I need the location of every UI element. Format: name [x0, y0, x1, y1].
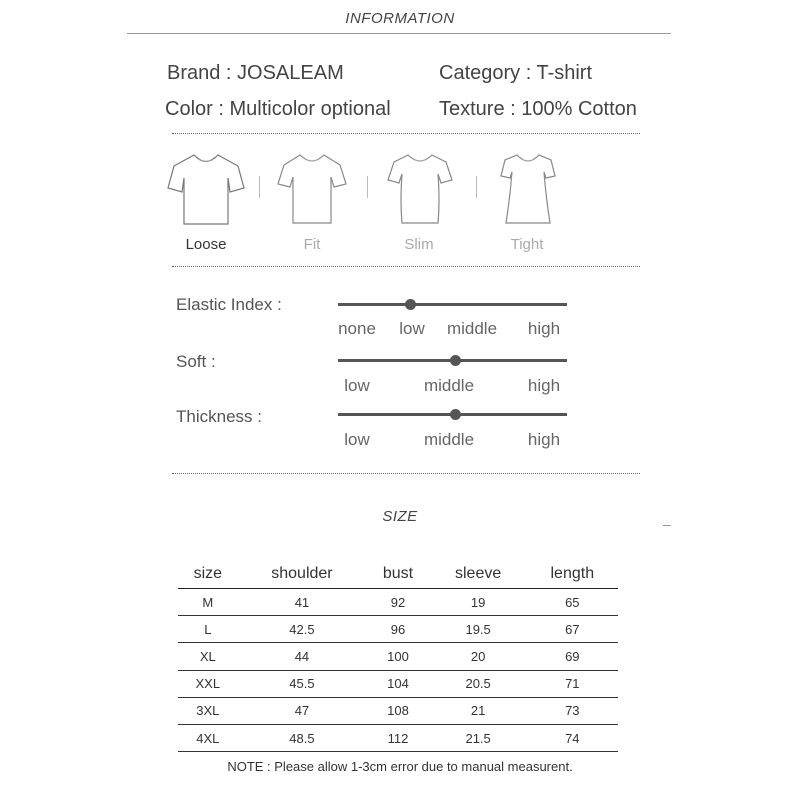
- cell-length: 74: [527, 724, 618, 751]
- color-text: Color : Multicolor optional: [165, 98, 391, 120]
- thickness-tick-low: low: [344, 430, 370, 449]
- cell-size: M: [178, 589, 238, 616]
- cell-size: XL: [178, 643, 238, 670]
- column-size: size: [178, 560, 238, 589]
- header-divider: [127, 33, 671, 34]
- fit-separator-2: [367, 176, 368, 198]
- table-row: [178, 670, 618, 697]
- tight-tshirt-icon: [488, 150, 568, 230]
- thickness-tick-high: high: [527, 430, 561, 449]
- cell-size: 4XL: [178, 724, 238, 751]
- cell-length: 65: [527, 589, 618, 616]
- table-row: [178, 643, 618, 670]
- information-title: INFORMATION: [345, 10, 455, 27]
- cell-bust: 104: [366, 670, 429, 697]
- table-row: [178, 616, 618, 643]
- cell-shoulder: 48.5: [238, 724, 367, 751]
- size-dash: [663, 525, 671, 526]
- cell-sleeve: 21.5: [430, 724, 527, 751]
- fit-option-loose: Loose: [185, 236, 227, 253]
- cell-bust: 108: [366, 697, 429, 724]
- size-table: [178, 560, 618, 752]
- table-row: [178, 697, 618, 724]
- elastic-tick-high: high: [527, 319, 561, 338]
- elastic-tick-middle: middle: [446, 319, 498, 338]
- cell-sleeve: 21: [430, 697, 527, 724]
- soft-marker: [450, 355, 461, 366]
- category-text: Category : T-shirt: [439, 62, 593, 84]
- fit-divider: [172, 266, 640, 267]
- cell-sleeve: 20.5: [430, 670, 527, 697]
- table-row: [178, 589, 618, 616]
- elastic-index-track: [338, 303, 567, 306]
- elastic-index-marker: [405, 299, 416, 310]
- fit-option-fit: Fit: [303, 236, 321, 253]
- cell-sleeve: 20: [430, 643, 527, 670]
- soft-tick-middle: middle: [423, 376, 475, 395]
- cell-length: 67: [527, 616, 618, 643]
- cell-sleeve: 19.5: [430, 616, 527, 643]
- cell-length: 71: [527, 670, 618, 697]
- cell-size: L: [178, 616, 238, 643]
- size-table-header: [178, 560, 618, 589]
- elastic-tick-low: low: [399, 319, 425, 338]
- size-title: SIZE: [382, 508, 418, 525]
- cell-shoulder: 47: [238, 697, 367, 724]
- thickness-tick-middle: middle: [423, 430, 475, 449]
- column-sleeve: sleeve: [430, 560, 527, 589]
- brand-text: Brand : JOSALEAM: [167, 62, 344, 84]
- column-shoulder: shoulder: [238, 560, 367, 589]
- cell-bust: 112: [366, 724, 429, 751]
- cell-size: 3XL: [178, 697, 238, 724]
- column-length: length: [527, 560, 618, 589]
- cell-bust: 96: [366, 616, 429, 643]
- measurement-note: NOTE : Please allow 1-3cm error due to manual measurent.: [227, 759, 573, 774]
- cell-shoulder: 42.5: [238, 616, 367, 643]
- fit-separator-1: [259, 176, 260, 198]
- cell-shoulder: 44: [238, 643, 367, 670]
- fit-option-tight: Tight: [510, 236, 544, 253]
- texture-text: Texture : 100% Cotton: [439, 98, 637, 120]
- cell-bust: 100: [366, 643, 429, 670]
- cell-bust: 92: [366, 589, 429, 616]
- fit-tshirt-icon: [272, 150, 352, 230]
- table-row: [178, 724, 618, 751]
- thickness-label: Thickness :: [176, 407, 262, 426]
- cell-length: 73: [527, 697, 618, 724]
- slim-tshirt-icon: [380, 150, 460, 230]
- cell-shoulder: 45.5: [238, 670, 367, 697]
- column-bust: bust: [366, 560, 429, 589]
- cell-length: 69: [527, 643, 618, 670]
- scales-divider: [172, 473, 640, 474]
- cell-size: XXL: [178, 670, 238, 697]
- cell-sleeve: 19: [430, 589, 527, 616]
- soft-tick-high: high: [527, 376, 561, 395]
- soft-label: Soft :: [176, 352, 216, 371]
- loose-tshirt-icon: [166, 150, 246, 230]
- info-divider: [172, 133, 640, 134]
- soft-tick-low: low: [344, 376, 370, 395]
- cell-shoulder: 41: [238, 589, 367, 616]
- fit-separator-3: [476, 176, 477, 198]
- thickness-marker: [450, 409, 461, 420]
- elastic-index-label: Elastic Index :: [176, 295, 282, 314]
- elastic-tick-none: none: [338, 319, 376, 338]
- fit-option-slim: Slim: [404, 236, 434, 253]
